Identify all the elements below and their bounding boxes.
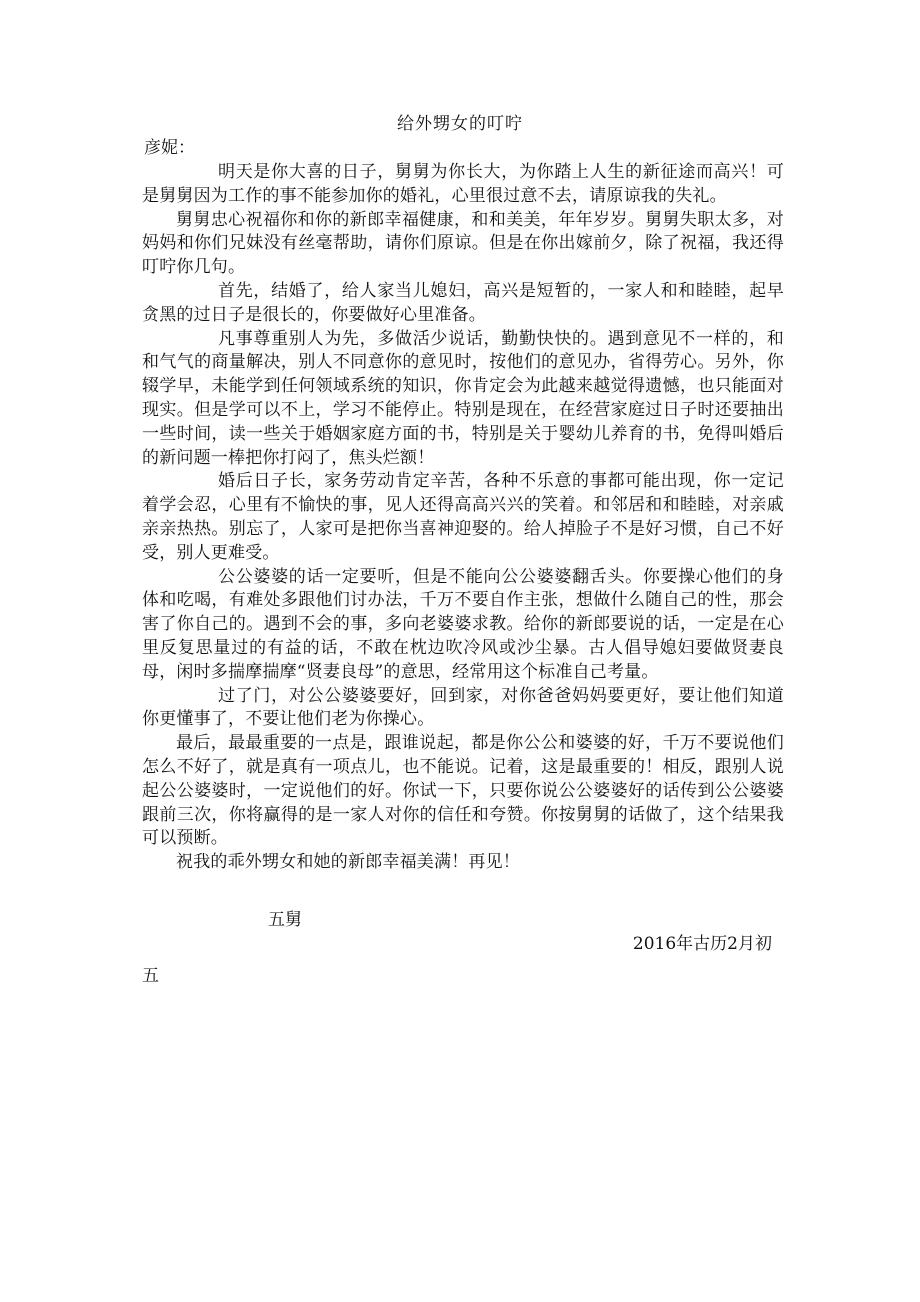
paragraph: 公公婆婆的话一定要听，但是不能向公公婆婆翻舌头。你要操心他们的身体和吃喝，有难处多跟他们讨办法，千万不要自作主张，想做什么随自己的性，那会害了你自己的。遇到不会的事，多向老婆婆求教。给你的新郎要说的话，一定是在心里反复思量过的有益的话，不敢在枕边吹冷风或沙尘暴。古人倡导媳妇要做贤妻良母，闲时多揣摩揣摩“贤妻良母”的意思，经常用这个标准自己考量。 bbox=[142, 566, 784, 682]
letter-body bbox=[142, 161, 784, 875]
signature: 五舅 bbox=[268, 910, 302, 930]
date-text-continued: 五 bbox=[142, 966, 159, 986]
paragraph: 凡事尊重别人为先，多做活少说话，勤勤快快的。遇到意见不一样的，和和气气的商量解决，别人不同意你的意见时，按他们的意见办，省得劳心。另外，你辍学早，未能学到任何领域系统的知识，你肯定会为此越来越觉得遗憾，也只能面对现实。但是学可以不上，学习不能停止。特别是现在，在经营家庭过日子时还要抽出一些时间，读一些关于婚姻家庭方面的书，特别是关于婴幼儿养育的书，免得叫婚后的新问题一棒把你打闷了，焦头烂额！ bbox=[142, 328, 784, 468]
salutation: 彦妮： bbox=[144, 138, 195, 158]
paragraph: 最后，最最重要的一点是，跟谁说起，都是你公公和婆婆的好，千万不要说他们怎么不好了，就是真有一项点儿，也不能说。记着，这是最重要的！相反，跟别人说起公公婆婆时，一定说他们的好。你试一下，只要你说公公婆婆好的话传到公公婆婆跟前三次，你将赢得的是一家人对你的信任和夸赞。你按舅舅的话做了，这个结果我可以预断。 bbox=[142, 733, 784, 849]
letter-title: 给外甥女的叮咛 bbox=[397, 114, 523, 134]
paragraph: 明天是你大喜的日子，舅舅为你长大，为你踏上人生的新征途而高兴！可是舅舅因为工作的事不能参加你的婚礼，心里很过意不去，请原谅我的失礼。 bbox=[142, 162, 784, 206]
date-text: 2016年古历2月初 bbox=[632, 934, 772, 954]
date-line bbox=[142, 932, 784, 988]
paragraph: 首先，结婚了，给人家当儿媳妇，高兴是短暂的，一家人和和睦睦，起早贪黑的过日子是很长的，你要做好心里准备。 bbox=[142, 280, 784, 325]
paragraph: 舅舅忠心祝福你和你的新郎幸福健康，和和美美，年年岁岁。舅舅失职太多，对妈妈和你们兄妹没有丝毫帮助，请你们原谅。但是在你出嫁前夕，除了祝福，我还得叮咛你几句。 bbox=[142, 209, 784, 278]
paragraph: 祝我的乖外甥女和她的新郎幸福美满！再见！ bbox=[176, 852, 520, 873]
paragraph: 过了门，对公公婆婆要好，回到家，对你爸爸妈妈要更好，要让他们知道你更懂事了，不要让他们老为你操心。 bbox=[142, 685, 784, 730]
paragraph: 婚后日子长，家务劳动肯定辛苦，各种不乐意的事都可能出现，你一定记着学会忍，心里有不愉快的事，见人还得高高兴兴的笑着。和邻居和和睦睦，对亲戚亲亲热热。别忘了，人家可是把你当喜神迎娶的。给人掉脸子不是好习惯，自己不好受，别人更难受。 bbox=[142, 471, 784, 563]
